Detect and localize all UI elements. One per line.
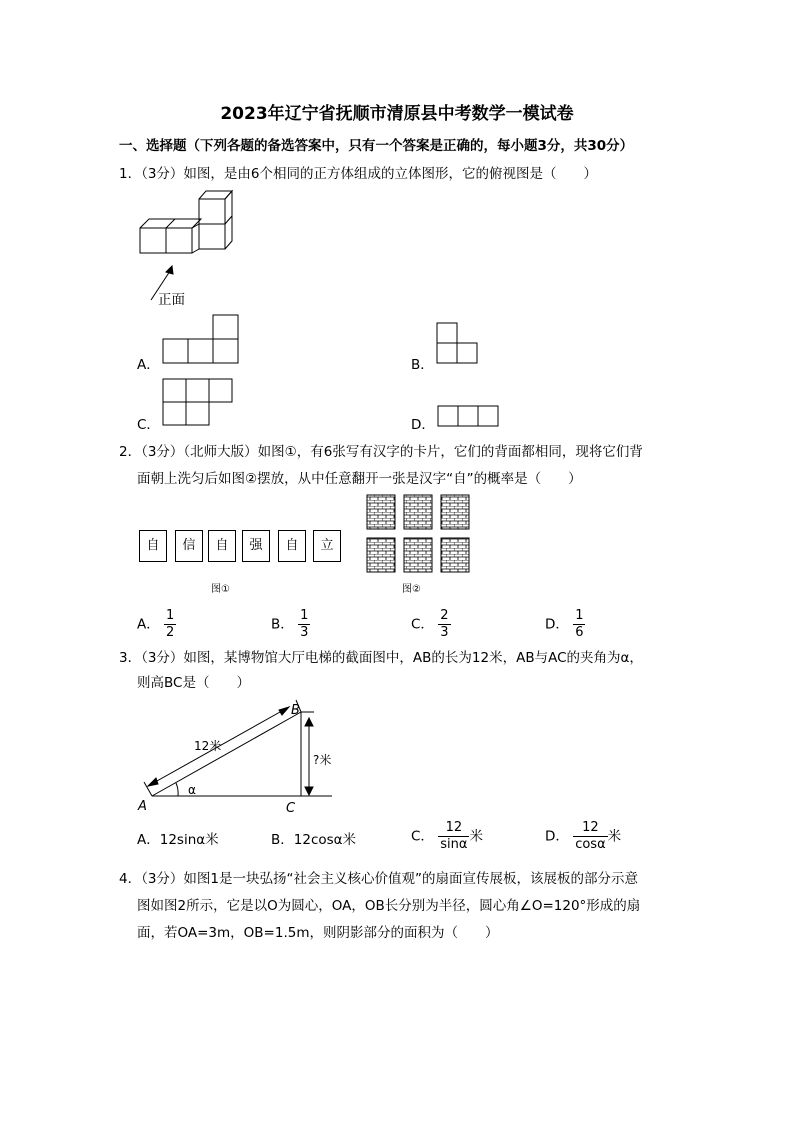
q3-option-a-text: 12sinα米: [159, 832, 219, 848]
q2-option-a-fraction: [164, 608, 176, 641]
q1-option-c-figure: [162, 378, 236, 428]
q2-card: 立: [313, 530, 341, 562]
page-title: 2023年辽宁省抚顺市清原县中考数学一模试卷: [220, 104, 574, 124]
q2-option-b-label: B．: [271, 616, 294, 633]
point-c-label: C: [286, 801, 296, 816]
q1-cube-figure: [135, 188, 245, 308]
q1-stem: 1．（3分）如图，是由6个相同的正方体组成的立体图形，它的俯视图是（ ）: [119, 166, 598, 182]
frac-den: sinα: [440, 837, 468, 852]
frac-den: 2: [166, 625, 175, 640]
q3-option-c: [411, 820, 483, 853]
q2-card: 强: [242, 530, 270, 562]
height-label: ?米: [313, 753, 332, 767]
front-label: 正面: [158, 292, 185, 308]
unit: 米: [607, 828, 622, 845]
fig1-caption: 图①: [211, 584, 230, 595]
q1-option-c-label: C．: [137, 417, 160, 433]
q3-stem-line2: 则高BC是（ ）: [137, 675, 250, 691]
q1-option-b-label: B．: [411, 357, 434, 373]
q2-card: 自: [208, 530, 236, 562]
q2-stem-line2: 面朝上洗匀后如图②摆放，从中任意翻开一张是汉字“自”的概率是（ ）: [137, 471, 582, 487]
frac-num: 12: [438, 820, 469, 837]
q3-option-a: [137, 828, 219, 848]
q1-option-a-label: A．: [137, 357, 160, 373]
frac-num: 2: [440, 608, 449, 623]
length-label: 12米: [194, 739, 222, 753]
q3-option-d: [545, 820, 621, 853]
point-b-label: B: [291, 703, 300, 718]
q3-option-b: [271, 828, 356, 848]
frac-num: 12: [573, 820, 607, 837]
frac-den: 3: [300, 625, 309, 640]
q2-option-a-label: A．: [137, 616, 160, 633]
q2-option-d: [545, 608, 585, 641]
q2-card-backs: [366, 494, 472, 576]
q4-line3: 面，若OA=3m，OB=1.5m，则阴影部分的面积为（ ）: [137, 925, 499, 941]
section-heading: 一、选择题（下列各题的备选答案中，只有一个答案是正确的，每小题3分，共30分）: [119, 138, 634, 154]
point-a-label: A: [138, 799, 147, 814]
q4-line2: 图如图2所示，它是以O为圆心，OA，OB长分别为半径，圆心角∠O=120°形成的扇: [137, 898, 641, 914]
q3-stem-line1: 3．（3分）如图，某博物馆大厅电梯的截面图中，AB的长为12米，AB与AC的夹角为α，: [119, 650, 643, 666]
q2-option-c-label: C．: [411, 616, 434, 633]
frac-den: cosα: [575, 837, 606, 852]
q2-option-a: [137, 608, 176, 641]
q3-escalator-figure: [136, 698, 336, 816]
q2-option-c-fraction: [438, 608, 450, 641]
q3-option-c-fraction: [438, 820, 469, 853]
q2-stem-line1: 2．（3分）（北师大版）如图①，有6张写有汉字的卡片，它们的背面都相同，现将它们背: [119, 444, 643, 460]
frac-num: 1: [166, 608, 175, 623]
q2-option-c: [411, 608, 451, 641]
q1-option-d-figure: [437, 405, 501, 429]
q3-option-d-label: D．: [545, 828, 569, 845]
q2-option-d-label: D．: [545, 616, 569, 633]
q3-option-c-label: C．: [411, 828, 434, 845]
q1-option-b-figure: [436, 322, 480, 366]
frac-den: 6: [575, 625, 584, 640]
q3-option-d-fraction: [573, 820, 607, 853]
q2-card: 自: [139, 530, 167, 562]
q1-option-a-figure: [162, 314, 242, 366]
q2-option-b: [271, 608, 310, 641]
alpha-label: α: [188, 783, 196, 797]
unit: 米: [469, 828, 483, 845]
q2-card: 信: [175, 530, 203, 562]
fig2-caption: 图②: [402, 584, 421, 595]
q1-option-d-label: D．: [411, 417, 435, 433]
q3-option-a-label: A．: [137, 832, 160, 848]
frac-den: 3: [440, 625, 449, 640]
q4-line1: 4．（3分）如图1是一块弘扬“社会主义核心价值观”的扇面宣传展板，该展板的部分示意: [119, 871, 639, 887]
q2-option-d-fraction: [573, 608, 585, 641]
q2-card: 自: [278, 530, 306, 562]
q3-option-b-label: B．: [271, 832, 294, 848]
frac-num: 1: [575, 608, 584, 623]
q3-option-b-text: 12cosα米: [293, 832, 357, 848]
frac-num: 1: [300, 608, 309, 623]
q2-option-b-fraction: [298, 608, 310, 641]
